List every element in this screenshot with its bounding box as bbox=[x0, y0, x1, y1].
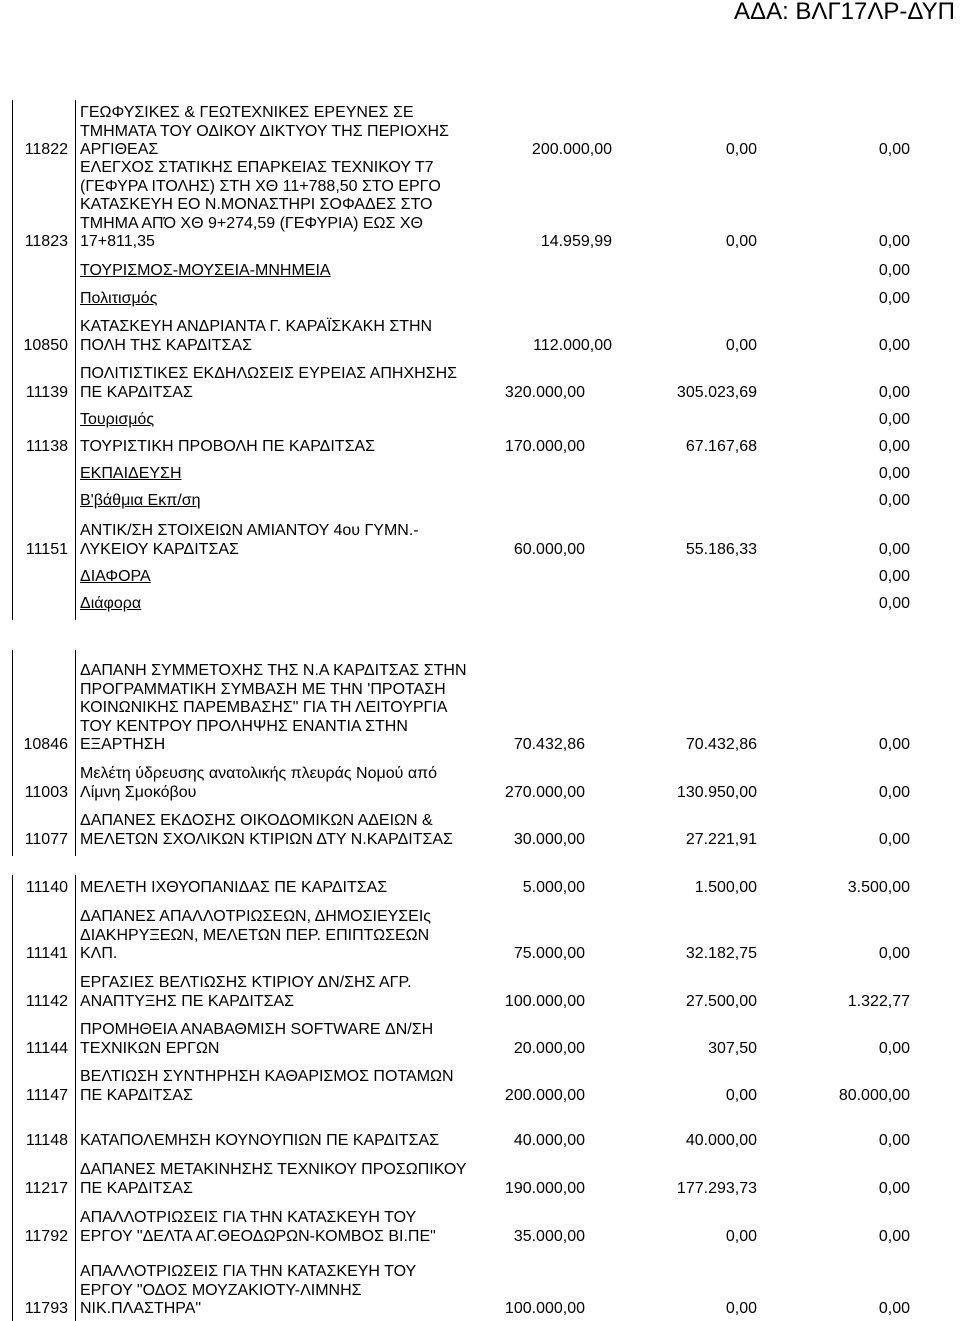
section-total: 0,00 bbox=[878, 595, 910, 612]
amount-col-3: 1.322,77 bbox=[847, 992, 910, 1010]
amount-col-2: 130.950,00 bbox=[676, 783, 757, 801]
item-code: 11003 bbox=[24, 783, 68, 801]
amount-col-2: 0,00 bbox=[725, 233, 757, 251]
amount-col-3: 0,00 bbox=[878, 1039, 910, 1057]
item-description: ΕΛΕΓΧΟΣ ΣΤΑΤΙΚΗΣ ΕΠΑΡΚΕΙΑΣ ΤΕΧΝΙΚΟΥ Τ7 (ΓΕΦΥΡΑ ΙΤΟΛΗΣ) ΣΤΗ ΧΘ 11+788,50 ΣΤΟ ΕΡΓΟ ΚΑΤΑΣΚΕΥΗ ΕΟ Ν.ΜΟΝΑΣΤΗΡΙ ΣΟΦΑΔΕΣ ΣΤΟ ΤΜΗΜΑ ΑΠΌ ΧΘ 9+274,59 (ΓΕΦΥΡΙΑ) ΕΩΣ ΧΘ 17+811,35 bbox=[80, 159, 441, 251]
table-row bbox=[0, 974, 960, 1011]
item-code: 10850 bbox=[23, 336, 68, 354]
amount-col-1: 200.000,00 bbox=[531, 141, 612, 159]
table-row bbox=[0, 365, 960, 402]
amount-col-3: 3.500,00 bbox=[847, 879, 910, 896]
amount-col-1: 35.000,00 bbox=[513, 1227, 585, 1245]
amount-col-1: 112.000,00 bbox=[533, 336, 612, 354]
amount-col-2: 67.167,68 bbox=[685, 438, 757, 455]
amount-col-2: 27.500,00 bbox=[685, 992, 757, 1010]
item-code: 11151 bbox=[25, 540, 68, 558]
section-total: 0,00 bbox=[878, 262, 910, 279]
amount-col-2: 305.023,69 bbox=[676, 383, 757, 401]
item-description: Μελέτη ύδρευσης ανατολικής πλευράς Νομού από Λίμνη Σμοκόβου bbox=[80, 765, 438, 801]
amount-col-2: 32.182,75 bbox=[685, 945, 757, 963]
item-code: 11144 bbox=[25, 1039, 68, 1057]
item-code: 11139 bbox=[25, 383, 68, 401]
section-row bbox=[0, 492, 960, 511]
amount-col-2: 0,00 bbox=[725, 1300, 757, 1318]
amount-col-1: 190.000,00 bbox=[504, 1179, 585, 1197]
item-description: ΠΟΛΙΤΙΣΤΙΚΕΣ ΕΚΔΗΛΩΣΕΙΣ ΕΥΡΕΙΑΣ ΑΠΗΧΗΣΗΣ ΠΕ ΚΑΡΔΙΤΣΑΣ bbox=[80, 365, 458, 401]
amount-col-1: 30.000,00 bbox=[513, 830, 585, 848]
table-row bbox=[0, 1132, 960, 1151]
amount-col-3: 0,00 bbox=[878, 540, 910, 558]
item-code: 11140 bbox=[25, 879, 68, 896]
table-row bbox=[0, 1263, 960, 1319]
item-code: 11138 bbox=[25, 438, 68, 455]
amount-col-3: 0,00 bbox=[878, 1227, 910, 1245]
table-row bbox=[0, 765, 960, 802]
section-heading: ΔΙΑΦΟΡΑ bbox=[80, 568, 151, 585]
section-total: 0,00 bbox=[878, 492, 910, 509]
amount-col-3: 0,00 bbox=[878, 1300, 910, 1318]
item-code: 11823 bbox=[24, 233, 68, 251]
item-description: ΔΑΠΑΝΕΣ ΕΚΔΟΣΗΣ ΟΙΚΟΔΟΜΙΚΩΝ ΑΔΕΙΩΝ & ΜΕΛΕΤΩΝ ΣΧΟΛΙΚΩΝ ΚΤΙΡΙΩΝ ΔΤΥ Ν.ΚΑΡΔΙΤΣΑΣ bbox=[80, 812, 453, 848]
section-row bbox=[0, 465, 960, 484]
amount-col-1: 320.000,00 bbox=[504, 383, 585, 401]
item-code: 11148 bbox=[25, 1132, 68, 1149]
amount-col-1: 70.432,86 bbox=[513, 736, 585, 754]
amount-col-1: 100.000,00 bbox=[504, 1300, 585, 1318]
amount-col-1: 75.000,00 bbox=[513, 945, 585, 963]
item-description: ΔΑΠΑΝΗ ΣΥΜΜΕΤΟΧΗΣ ΤΗΣ Ν.Α ΚΑΡΔΙΤΣΑΣ ΣΤΗΝ ΠΡΟΓΡΑΜΜΑΤΙΚΗ ΣΥΜΒΑΣΗ ΜΕ ΤΗΝ 'ΠΡΟΤΑΣΗ ΚΟΙΝΩΝΙΚΗΣ ΠΑΡΕΜΒΑΣΗΣ" ΓΙΑ ΤΗ ΛΕΙΤΟΥΡΓΙΑ ΤΟΥ ΚΕΝΤΡΟΥ ΠΡΟΛΗΨΗΣ ΕΝΑΝΤΙΑ ΣΤΗΝ ΕΞΑΡΤΗΣΗ bbox=[80, 662, 467, 754]
item-description: ΔΑΠΑΝΕΣ ΜΕΤΑΚΙΝΗΣΗΣ ΤΕΧΝΙΚΟΥ ΠΡΟΣΩΠΙΚΟΥ ΠΕ ΚΑΡΔΙΤΣΑΣ bbox=[80, 1161, 467, 1197]
amount-col-1: 20.000,00 bbox=[513, 1039, 585, 1057]
table-row bbox=[0, 318, 960, 355]
section-heading: ΤΟΥΡΙΣΜΟΣ-ΜΟΥΣΕΙΑ-ΜΝΗΜΕΙΑ bbox=[80, 262, 331, 279]
section-row bbox=[0, 568, 960, 587]
section-row bbox=[0, 411, 960, 430]
table-row bbox=[0, 104, 960, 160]
section-total: 0,00 bbox=[878, 465, 910, 482]
table-row bbox=[0, 1021, 960, 1058]
amount-col-3: 0,00 bbox=[878, 945, 910, 963]
section-total: 0,00 bbox=[878, 290, 910, 307]
section-total: 0,00 bbox=[878, 411, 910, 428]
section-heading: ΕΚΠΑΙΔΕΥΣΗ bbox=[80, 465, 182, 482]
section-row bbox=[0, 595, 960, 614]
table-row bbox=[0, 662, 960, 755]
item-description: ΒΕΛΤΙΩΣΗ ΣΥΝΤΗΡΗΣΗ ΚΑΘΑΡΙΣΜΟΣ ΠΟΤΑΜΩΝ ΠΕ ΚΑΡΔΙΤΣΑΣ bbox=[80, 1068, 454, 1104]
amount-col-3: 0,00 bbox=[878, 141, 910, 159]
table-row bbox=[0, 438, 960, 457]
amount-col-3: 0,00 bbox=[878, 383, 910, 401]
amount-col-1: 14.959,99 bbox=[540, 233, 612, 251]
item-code: 11142 bbox=[25, 992, 68, 1010]
table-row bbox=[0, 908, 960, 964]
amount-col-1: 5.000,00 bbox=[522, 879, 585, 896]
item-code: 11793 bbox=[24, 1300, 68, 1318]
amount-col-3: 0,00 bbox=[878, 233, 910, 251]
table-row bbox=[0, 879, 960, 898]
item-description: ΑΠΑΛΛΟΤΡΙΩΣΕΙΣ ΓΙΑ ΤΗΝ ΚΑΤΑΣΚΕΥΗ ΤΟΥ ΕΡΓΟΥ "ΔΕΛΤΑ ΑΓ.ΘΕΟΔΩΡΩΝ-ΚΟΜΒΟΣ ΒΙ.ΠΕ" bbox=[80, 1209, 436, 1245]
item-code: 11147 bbox=[25, 1086, 68, 1104]
table-row bbox=[0, 522, 960, 559]
amount-col-3: 0,00 bbox=[878, 1179, 910, 1197]
amount-col-2: 307,50 bbox=[708, 1039, 757, 1057]
item-code: 11077 bbox=[24, 830, 68, 848]
section-total: 0,00 bbox=[878, 568, 910, 585]
table-row bbox=[0, 159, 960, 252]
section-row bbox=[0, 290, 960, 309]
ada-header: ΑΔΑ: ΒΛΓ17ΛΡ-ΔΥΠ bbox=[734, 0, 955, 25]
amount-col-2: 0,00 bbox=[725, 1227, 757, 1245]
amount-col-1: 100.000,00 bbox=[504, 992, 585, 1010]
amount-col-3: 0,00 bbox=[878, 830, 910, 848]
item-code: 11792 bbox=[24, 1227, 68, 1245]
amount-col-3: 80.000,00 bbox=[838, 1086, 910, 1104]
amount-col-1: 40.000,00 bbox=[513, 1132, 585, 1149]
item-description: ΠΡΟΜΗΘΕΙΑ ΑΝΑΒΑΘΜΙΣΗ SOFTWARE ΔΝ/ΣΗ ΤΕΧΝΙΚΩΝ ΕΡΓΩΝ bbox=[80, 1021, 434, 1057]
amount-col-2: 55.186,33 bbox=[685, 540, 757, 558]
amount-col-2: 177.293,73 bbox=[676, 1179, 757, 1197]
amount-col-2: 0,00 bbox=[725, 336, 757, 354]
amount-col-3: 0,00 bbox=[878, 783, 910, 801]
table-row bbox=[0, 812, 960, 849]
amount-col-2: 0,00 bbox=[725, 141, 757, 159]
amount-col-2: 27.221,91 bbox=[685, 830, 757, 848]
item-description: ΜΕΛΕΤΗ ΙΧΘΥΟΠΑΝΙΔΑΣ ΠΕ ΚΑΡΔΙΤΣΑΣ bbox=[80, 879, 388, 896]
amount-col-1: 60.000,00 bbox=[513, 540, 585, 558]
section-row bbox=[0, 262, 960, 281]
amount-col-3: 0,00 bbox=[878, 438, 910, 455]
amount-col-1: 200.000,00 bbox=[504, 1086, 585, 1104]
item-description: ΚΑΤΑΣΚΕΥΗ ΑΝΔΡΙΑΝΤΑ Γ. ΚΑΡΑΪΣΚΑΚΗ ΣΤΗΝ ΠΟΛΗ ΤΗΣ ΚΑΡΔΙΤΣΑΣ bbox=[80, 318, 433, 354]
section-heading: Τουρισμός bbox=[80, 411, 155, 428]
amount-col-1: 270.000,00 bbox=[504, 783, 585, 801]
item-description: ΑΠΑΛΛΟΤΡΙΩΣΕΙΣ ΓΙΑ ΤΗΝ ΚΑΤΑΣΚΕΥΗ ΤΟΥ ΕΡΓΟΥ "ΟΔΟΣ ΜΟΥΖΑΚΙΟΤΥ-ΛΙΜΝΗΣ ΝΙΚ.ΠΛΑΣΤΗΡΑ" bbox=[80, 1263, 417, 1318]
section-heading: Β'βάθμια Εκπ/ση bbox=[80, 492, 201, 509]
amount-col-1: 170.000,00 bbox=[504, 438, 585, 455]
table-row bbox=[0, 1161, 960, 1198]
table-row bbox=[0, 1068, 960, 1105]
amount-col-2: 70.432,86 bbox=[685, 736, 757, 754]
amount-col-3: 0,00 bbox=[878, 736, 910, 754]
item-code: 11217 bbox=[24, 1179, 68, 1197]
amount-col-3: 0,00 bbox=[878, 1132, 910, 1149]
item-description: ΤΟΥΡΙΣΤΙΚΗ ΠΡΟΒΟΛΗ ΠΕ ΚΑΡΔΙΤΣΑΣ bbox=[80, 438, 376, 455]
item-description: ΚΑΤΑΠΟΛΕΜΗΣΗ ΚΟΥΝΟΥΠΙΩΝ ΠΕ ΚΑΡΔΙΤΣΑΣ bbox=[80, 1132, 440, 1149]
item-code: 11822 bbox=[24, 141, 68, 159]
amount-col-3: 0,00 bbox=[878, 336, 910, 354]
item-description: ΕΡΓΑΣΙΕΣ ΒΕΛΤΙΩΣΗΣ ΚΤΙΡΙΟΥ ΔΝ/ΣΗΣ ΑΓΡ. ΑΝΑΠΤΥΞΗΣ ΠΕ ΚΑΡΔΙΤΣΑΣ bbox=[80, 974, 412, 1010]
amount-col-2: 1.500,00 bbox=[694, 879, 757, 896]
item-description: ΑΝΤΙΚ/ΣΗ ΣΤΟΙΧΕΙΩΝ ΑΜΙΑΝΤΟΥ 4ου ΓΥΜΝ.- ΛΥΚΕΙΟΥ ΚΑΡΔΙΤΣΑΣ bbox=[80, 522, 419, 558]
item-code: 10846 bbox=[23, 736, 68, 754]
item-description: ΓΕΩΦΥΣΙΚΕΣ & ΓΕΩΤΕΧΝΙΚΕΣ ΕΡΕΥΝΕΣ ΣΕ ΤΜΗΜΑΤΑ ΤΟΥ ΟΔΙΚΟΥ ΔΙΚΤΥΟΥ ΤΗΣ ΠΕΡΙΟΧΗΣ ΑΡΓΙΘΕΑΣ bbox=[80, 104, 449, 159]
item-code: 11141 bbox=[25, 945, 68, 963]
amount-col-2: 40.000,00 bbox=[685, 1132, 757, 1149]
item-description: ΔΑΠΑΝΕΣ ΑΠΑΛΛΟΤΡΙΩΣΕΩΝ, ΔΗΜΟΣΙΕΥΣΕΙς ΔΙΑΚΗΡΥΞΕΩΝ, ΜΕΛΕΤΩΝ ΠΕΡ. ΕΠΙΠΤΩΣΕΩΝ ΚΛΠ. bbox=[80, 908, 431, 963]
section-heading: Διάφορα bbox=[80, 595, 142, 612]
amount-col-2: 0,00 bbox=[725, 1086, 757, 1104]
table-row bbox=[0, 1209, 960, 1246]
section-heading: Πολιτισμός bbox=[80, 290, 158, 307]
